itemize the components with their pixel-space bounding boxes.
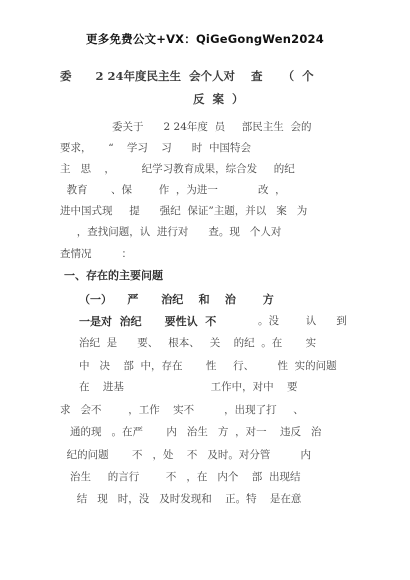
body-line: 教育 、保 作 ，为进一 改 ， <box>60 184 286 196</box>
point-line: 结 现 时，没 及时发现和 正。特 是在意 <box>60 493 302 505</box>
body-line: 进中国式现 提 强纪 保证”主题，并以 案 为 <box>60 205 308 217</box>
sub-heading: （一） 严 治纪 和 治 方 <box>79 293 274 306</box>
document-title-line-2: 反 案 ） <box>193 92 244 106</box>
point-line: 纪的问题 不 ，处 不 及时。对分管 内 <box>60 449 311 461</box>
body-line: 查情况 ： <box>60 248 133 260</box>
point-line: 中 决 部 中，存在 性 行、 性 实的问题 <box>79 360 337 372</box>
point-heading-rest: 。没 认 到 <box>228 315 347 327</box>
body-line: 主 思 ， 纪学习教育成果，综合发 的纪 <box>60 163 295 175</box>
body-line: 要求， “ 学习 习 时 中国特会 <box>60 142 251 154</box>
watermark-banner: 更多免费公文+VX：QiGeGongWen2024 <box>86 32 324 46</box>
point-line: 治生 的言行 不 ，在 内个 部 出现结 <box>60 471 301 483</box>
point-line: 通的现 。在严 内 治生 方 ，对一 违反 治 <box>60 426 322 438</box>
point-line: 治纪 是 要、 根本、 关 的纪 。在 实 <box>79 337 317 349</box>
document-title-line-1: 委 2 24年度民主生 会个人对 查 （ 个 <box>60 69 314 83</box>
section-heading: 一、存在的主要问题 <box>64 269 163 282</box>
body-line: 委关于 2 24年度 员 部民主生 会的 <box>112 121 312 133</box>
point-line: 在 进基 工作中，对中 要 <box>79 381 298 393</box>
point-line: 求 会不 ，工作 实不 ，出现了打 、 <box>60 404 304 416</box>
point-heading: 一是对 治纪 要性认 不 <box>79 315 217 328</box>
body-line: ，查找问题，认 进行对 查。现 个人对 <box>60 226 282 238</box>
